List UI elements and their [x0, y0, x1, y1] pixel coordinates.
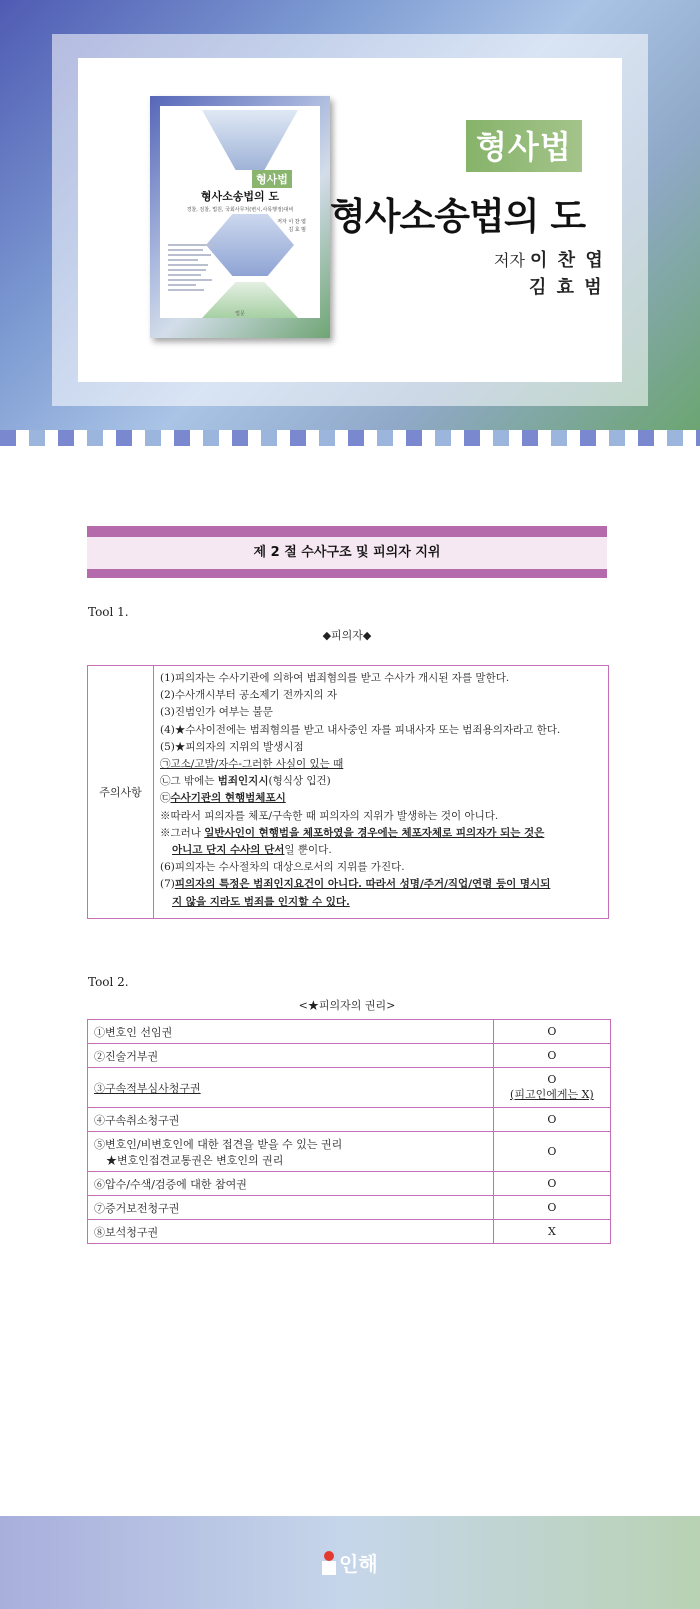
line-part-emphasis: 일반사인이 현행범을 체포하였을 경우에는 체포자체로 피의자가 되는 것은	[204, 826, 545, 839]
tool1-line: ㉠고소/고발/자수-그러한 사실이 있는 때	[160, 758, 344, 771]
tool1-left-header: 주의사항	[88, 666, 154, 918]
tool1-line: 지 않을 지라도 범죄를 인지할 수 있다.	[172, 895, 350, 908]
cover-title: 형사소송법의 도	[200, 190, 280, 203]
author-1: 이 찬 엽	[530, 250, 605, 271]
cover-subtitle: 경찰, 검찰, 법원, 국회사무처(변시,사목행정)대비	[186, 207, 294, 213]
right-value: O	[493, 1172, 610, 1196]
line-part: ㉢	[160, 792, 171, 805]
table-row	[88, 1220, 611, 1244]
cover-text-lines	[168, 244, 218, 294]
tool1-line: (2)수사개시부터 공소제기 전까지의 자	[160, 689, 338, 702]
tool1-content	[160, 670, 606, 911]
right-name: ⑧보석청구권	[88, 1220, 494, 1244]
line-part-bold: 범죄인지시	[217, 775, 269, 788]
tool1-line	[160, 773, 606, 790]
rights-table	[87, 1019, 611, 1244]
line-part-emphasis: 수사기관의 현행범체포시	[170, 792, 286, 805]
table-row	[88, 1172, 611, 1196]
right-value: O	[547, 1073, 557, 1086]
right-name: ⑦증거보전청구권	[88, 1196, 494, 1220]
cover-shape-top	[202, 110, 298, 170]
right-value: X	[493, 1220, 610, 1244]
table-row	[88, 1132, 611, 1172]
publisher-logo	[322, 1548, 378, 1577]
section-bar-top	[87, 526, 607, 537]
tool1-line: ※따라서 피의자를 체포/구속한 때 피의자의 지위가 발생하는 것이 아니다.	[160, 809, 499, 822]
logo-person-icon	[322, 1551, 336, 1575]
table-row	[88, 1068, 611, 1108]
tool1-line	[160, 876, 606, 893]
hero-author-line	[494, 246, 605, 272]
logo-text: 인해	[339, 1552, 378, 1576]
line-part: (형식상 입건)	[268, 775, 331, 788]
right-name: ③구속적부심사청구권	[94, 1081, 201, 1095]
footer	[0, 1516, 700, 1609]
right-name: ①변호인 선임권	[88, 1020, 494, 1044]
book-cover-face	[160, 106, 320, 318]
tool1-label: Tool 1.	[88, 605, 129, 619]
hero-category-tag: 형사법	[466, 120, 582, 172]
cover-tag: 형사법	[252, 170, 292, 188]
section-bar-bottom	[87, 569, 607, 578]
cover-authors: 저자 이 찬 엽 김 효 범	[277, 219, 306, 233]
table-row	[88, 1044, 611, 1068]
tool1-line: (1)피의자는 수사기관에 의하여 범죄혐의를 받고 수사가 개시된 자를 말한다.	[160, 672, 510, 684]
right-name: ④구속취소청구권	[88, 1108, 494, 1132]
hero-title: 형사소송법의 도	[330, 195, 586, 238]
right-value: O	[493, 1196, 610, 1220]
tool1-line: (4)★수사이전에는 범죄혐의를 받고 내사중인 자를 피내사자 또는 범죄용의자라고 한다.	[160, 723, 561, 736]
tool2-title: <★피의자의 권리>	[298, 999, 396, 1012]
tool1-line	[160, 825, 606, 842]
decorative-stripe	[0, 430, 700, 446]
right-subnote: ★변호인접견교통권은 변호인의 권리	[106, 1153, 284, 1167]
tool1-line	[160, 790, 606, 807]
right-name: ②진술거부권	[88, 1044, 494, 1068]
line-part-emphasis: 아니고 단지 수사의 단서	[172, 844, 285, 857]
tool1-line: (3)진범인가 여부는 불문	[160, 706, 273, 719]
right-value: O	[493, 1020, 610, 1044]
line-part: (7)	[160, 878, 175, 891]
line-part-emphasis: 피의자의 특정은 범죄인지요건이 아니다. 따라서 성명/주거/직업/연령 등이 명시되	[174, 878, 551, 891]
tool1-line: (5)★피의자의 지위의 발생시점	[160, 740, 304, 753]
right-name: ⑥압수/수색/검증에 대한 참여권	[88, 1172, 494, 1196]
section-title: 제 2 절 수사구조 및 피의자 지위	[87, 537, 607, 569]
table-row	[88, 1108, 611, 1132]
tool1-line	[160, 842, 606, 859]
right-note: (피고인에게는 X)	[510, 1088, 594, 1101]
cover-publisher: 법문	[235, 311, 245, 317]
line-part: ㉡그 밖에는	[160, 775, 218, 788]
tool1-title: ◆피의자◆	[322, 629, 372, 642]
table-row	[88, 1196, 611, 1220]
author-2: 김 효 범	[529, 277, 604, 298]
line-part: ※그러나	[160, 826, 205, 839]
table-row	[88, 1020, 611, 1044]
right-value: O	[493, 1044, 610, 1068]
right-name: ⑤변호인/비변호인에 대한 접견을 받을 수 있는 권리	[94, 1137, 343, 1151]
right-value: O	[493, 1132, 610, 1172]
tool1-table	[87, 665, 609, 919]
tool1-line: (6)피의자는 수사절차의 대상으로서의 지위를 가진다.	[160, 861, 405, 874]
tool2-label: Tool 2.	[88, 975, 129, 989]
author-prefix: 저자	[494, 251, 525, 270]
line-part: 일 뿐이다.	[284, 844, 332, 857]
book-cover	[150, 96, 330, 338]
right-value: O	[493, 1108, 610, 1132]
